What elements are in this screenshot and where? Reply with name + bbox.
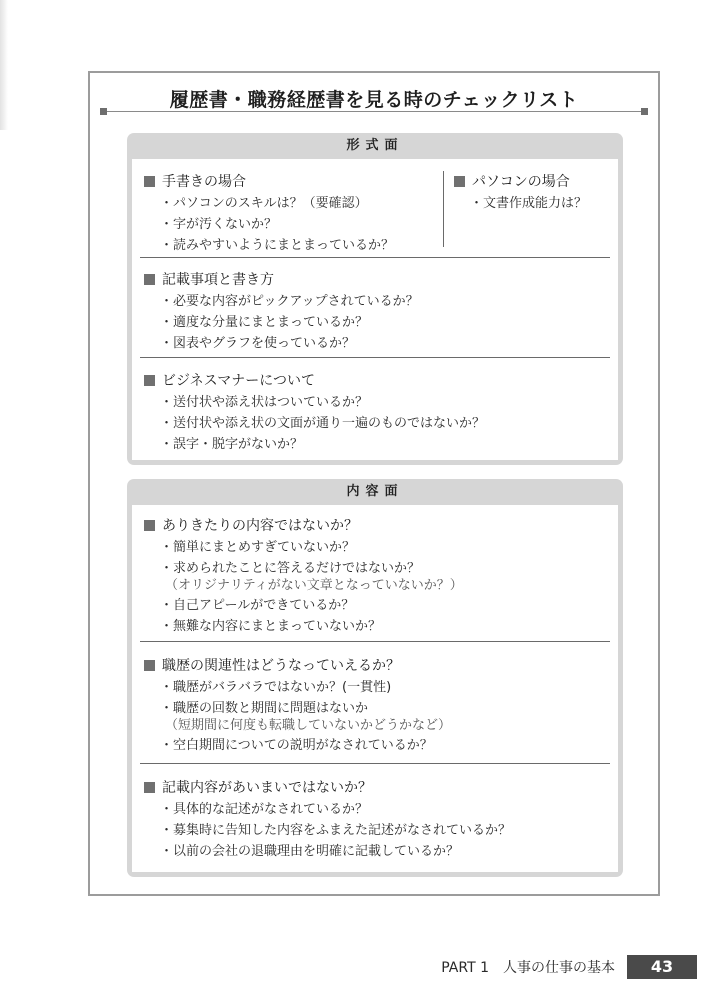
list-item: ・送付状や添え状の文面が通り一遍のものではないか？	[160, 416, 486, 431]
list-item: ・職歴の回数と期間に問題はないか	[160, 701, 369, 716]
list-item-note: （オリジナリティがない文章となっていないか？）	[165, 578, 463, 593]
square-bullet-icon	[144, 660, 155, 671]
section-title: パソコンの場合	[472, 174, 570, 190]
list-item: ・必要な内容がピックアップされているか？	[160, 294, 419, 309]
section-divider	[140, 641, 610, 642]
list-item: ・募集時に告知した内容をふまえた記述がなされているか？	[160, 823, 512, 838]
list-item: ・職歴がバラバラではないか？(一貫性)	[160, 680, 392, 695]
section-manners	[144, 370, 485, 455]
list-item: ・字が汚くないか？	[160, 217, 278, 232]
checklist-title: 履歴書・職務経歴書を見る時のチェックリスト	[169, 89, 579, 111]
list-item-note: （短期間に何度も転職していないかどうかなど）	[165, 718, 452, 733]
format-panel-body	[132, 159, 618, 460]
list-item: ・送付状や添え状はついているか？	[160, 395, 369, 410]
list-item: ・空白期間についての説明がなされているか？	[160, 738, 433, 753]
title-rule-left-square	[100, 108, 107, 115]
list-item: ・図表やグラフを使っているか？	[160, 336, 356, 351]
square-bullet-icon	[144, 274, 155, 285]
square-bullet-icon	[144, 520, 155, 531]
content-panel-heading: 内容面	[346, 484, 404, 499]
part-label: PART 1 人事の仕事の基本	[441, 960, 615, 976]
vertical-divider	[443, 171, 444, 247]
list-item: ・パソコンのスキルは？（要確認）	[160, 196, 368, 211]
list-item: ・文書作成能力は？	[470, 196, 588, 211]
list-item: ・具体的な記述がなされているか？	[160, 802, 369, 817]
checklist-frame	[88, 71, 660, 896]
section-ordinary	[144, 515, 463, 637]
section-divider	[140, 257, 610, 258]
section-title: 職歴の関連性はどうなっていえるか？	[162, 658, 400, 674]
format-panel	[127, 133, 623, 465]
section-title: ありきたりの内容ではないか？	[162, 518, 358, 534]
section-pc	[454, 171, 587, 214]
list-item: ・適度な分量にまとまっているか？	[160, 315, 369, 330]
section-vague	[144, 777, 511, 862]
square-bullet-icon	[144, 782, 155, 793]
square-bullet-icon	[454, 176, 465, 187]
section-relevance	[144, 655, 451, 756]
title-rule	[100, 111, 648, 112]
section-divider	[140, 357, 610, 358]
square-bullet-icon	[144, 375, 155, 386]
content-panel	[127, 479, 623, 877]
page-edge-shadow	[0, 0, 8, 130]
format-panel-heading: 形式面	[346, 138, 404, 153]
section-entries	[144, 269, 419, 354]
section-handwritten	[144, 171, 394, 256]
list-item: ・求められたことに答えるだけではないか？	[160, 561, 421, 576]
list-item: ・自己アピールができているか？	[160, 598, 355, 613]
content-panel-body	[132, 505, 618, 872]
section-title: 記載事項と書き方	[162, 272, 274, 288]
section-title: ビジネスマナーについて	[162, 373, 316, 389]
list-item: ・読みやすいようにまとまっているか？	[160, 238, 395, 253]
list-item: ・誤字・脱字がないか？	[160, 437, 304, 452]
page-footer	[0, 955, 705, 979]
section-title: 記載内容があいまいではないか？	[162, 780, 372, 796]
square-bullet-icon	[144, 176, 155, 187]
list-item: ・簡単にまとめすぎていないか？	[160, 540, 356, 555]
list-item: ・以前の会社の退職理由を明確に記載しているか？	[160, 844, 460, 859]
list-item: ・無難な内容にまとまっていないか？	[160, 619, 382, 634]
title-rule-right-square	[641, 108, 648, 115]
page-number: 43	[627, 955, 697, 979]
section-title: 手書きの場合	[162, 174, 246, 190]
section-divider	[140, 763, 610, 764]
